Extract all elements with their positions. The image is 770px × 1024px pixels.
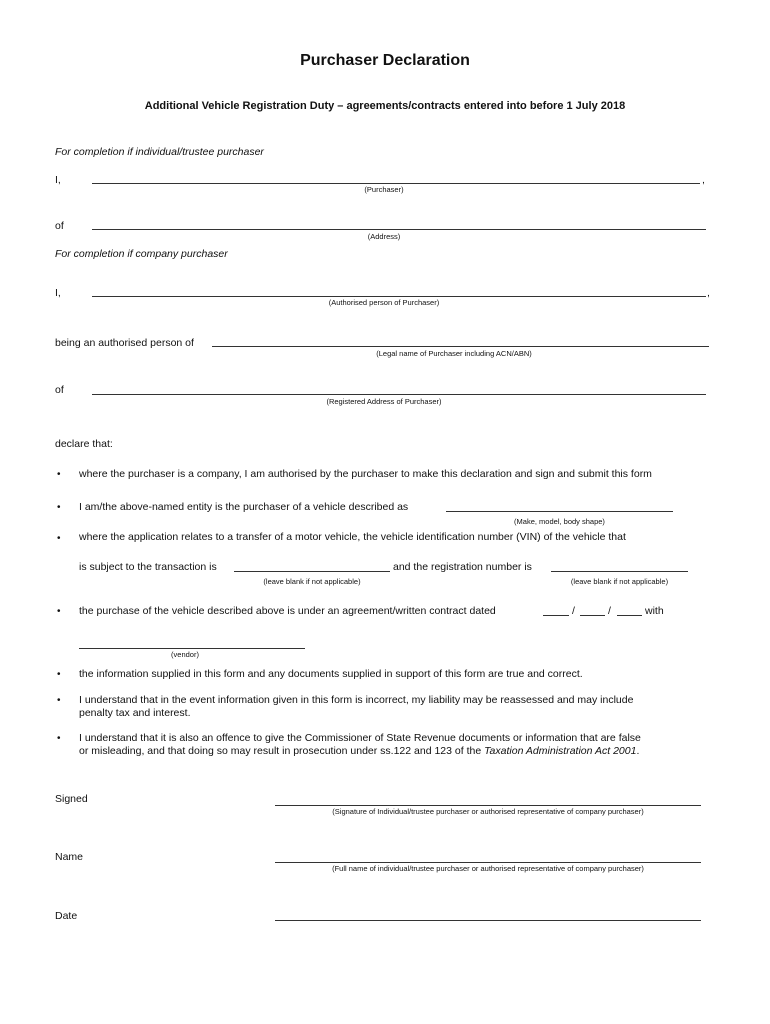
date-separator: / [608, 605, 611, 617]
purchaser-field[interactable] [92, 183, 700, 184]
bullet-marker: • [57, 533, 61, 544]
declaration-offence-line1: I understand that it is also an offence to give the Commissioner of State Revenue documents or information that are false [79, 732, 641, 744]
declaration-registration-label: and the registration number is [393, 561, 532, 573]
name-label: Name [55, 851, 84, 863]
signature-field[interactable] [275, 805, 701, 806]
full-name-field[interactable] [275, 862, 701, 863]
registration-number-field[interactable] [551, 571, 688, 572]
date-label: Date [55, 910, 78, 922]
declaration-vin-line2: is subject to the transaction is [79, 561, 217, 573]
contract-with-label: with [645, 605, 664, 617]
vin-caption: (leave blank if not applicable) [263, 577, 361, 586]
declaration-contract-dated: the purchase of the vehicle described above is under an agreement/written contract dated [79, 605, 496, 617]
vehicle-description-caption: (Make, model, body shape) [514, 517, 605, 526]
individual-of-label: of [55, 220, 64, 232]
declaration-liability-line2: penalty tax and interest. [79, 707, 191, 719]
act-name: Taxation Administration Act 2001 [484, 745, 637, 757]
signature-caption: (Signature of Individual/trustee purchaser or authorised representative of company purchaser) [332, 807, 644, 816]
address-field[interactable] [92, 229, 706, 230]
contract-year-field[interactable] [617, 615, 642, 616]
authorised-person-field[interactable] [92, 296, 706, 297]
registered-address-caption: (Registered Address of Purchaser) [326, 397, 442, 406]
bullet-marker: • [57, 695, 61, 706]
declaration-vehicle-purchaser: I am/the above-named entity is the purchaser of a vehicle described as [79, 501, 409, 513]
address-caption: (Address) [367, 232, 401, 241]
legal-name-caption: (Legal name of Purchaser including ACN/ABN) [376, 349, 532, 358]
legal-name-field[interactable] [212, 346, 709, 347]
contract-month-field[interactable] [580, 615, 605, 616]
company-i-label: I, [55, 287, 61, 299]
bullet-marker: • [57, 669, 61, 680]
declaration-liability-line1: I understand that in the event information given in this form is incorrect, my liability may be reassessed and may include [79, 694, 634, 706]
signed-label: Signed [55, 793, 88, 805]
individual-i-label: I, [55, 174, 61, 186]
vendor-field[interactable] [79, 648, 305, 649]
page-title: Purchaser Declaration [300, 52, 470, 69]
date-separator: / [572, 605, 575, 617]
individual-section-heading: For completion if individual/trustee purchaser [55, 146, 264, 158]
bullet-marker: • [57, 469, 61, 480]
company-of-label: of [55, 384, 64, 396]
bullet-marker: • [57, 606, 61, 617]
date-field[interactable] [275, 920, 701, 921]
bullet-marker: • [57, 733, 61, 744]
vehicle-description-field[interactable] [446, 511, 673, 512]
declaration-authorised: where the purchaser is a company, I am authorised by the purchaser to make this declaration and sign and submit this form [79, 468, 652, 480]
bullet-marker: • [57, 502, 61, 513]
page-subtitle: Additional Vehicle Registration Duty – agreements/contracts entered into before 1 July 2018 [144, 100, 626, 112]
authorised-person-caption: (Authorised person of Purchaser) [328, 298, 440, 307]
declaration-offence-line2: or misleading, and that doing so may result in prosecution under ss.122 and 123 of the Taxation Administration Act 2001. [79, 745, 640, 757]
declare-label: declare that: [55, 438, 113, 450]
registration-caption: (leave blank if not applicable) [570, 577, 669, 586]
being-authorised-label: being an authorised person of [55, 337, 194, 349]
vendor-caption: (vendor) [171, 650, 199, 659]
declaration-vin-line1: where the application relates to a transfer of a motor vehicle, the vehicle identification number (VIN) of the vehicle that [79, 531, 626, 543]
registered-address-field[interactable] [92, 394, 706, 395]
full-name-caption: (Full name of individual/trustee purchaser or authorised representative of company purchaser) [332, 864, 644, 873]
vin-field[interactable] [234, 571, 390, 572]
purchaser-caption: (Purchaser) [364, 185, 404, 194]
company-section-heading: For completion if company purchaser [55, 248, 228, 260]
contract-day-field[interactable] [543, 615, 569, 616]
declaration-true-correct: the information supplied in this form and any documents supplied in support of this form are true and correct. [79, 668, 583, 680]
